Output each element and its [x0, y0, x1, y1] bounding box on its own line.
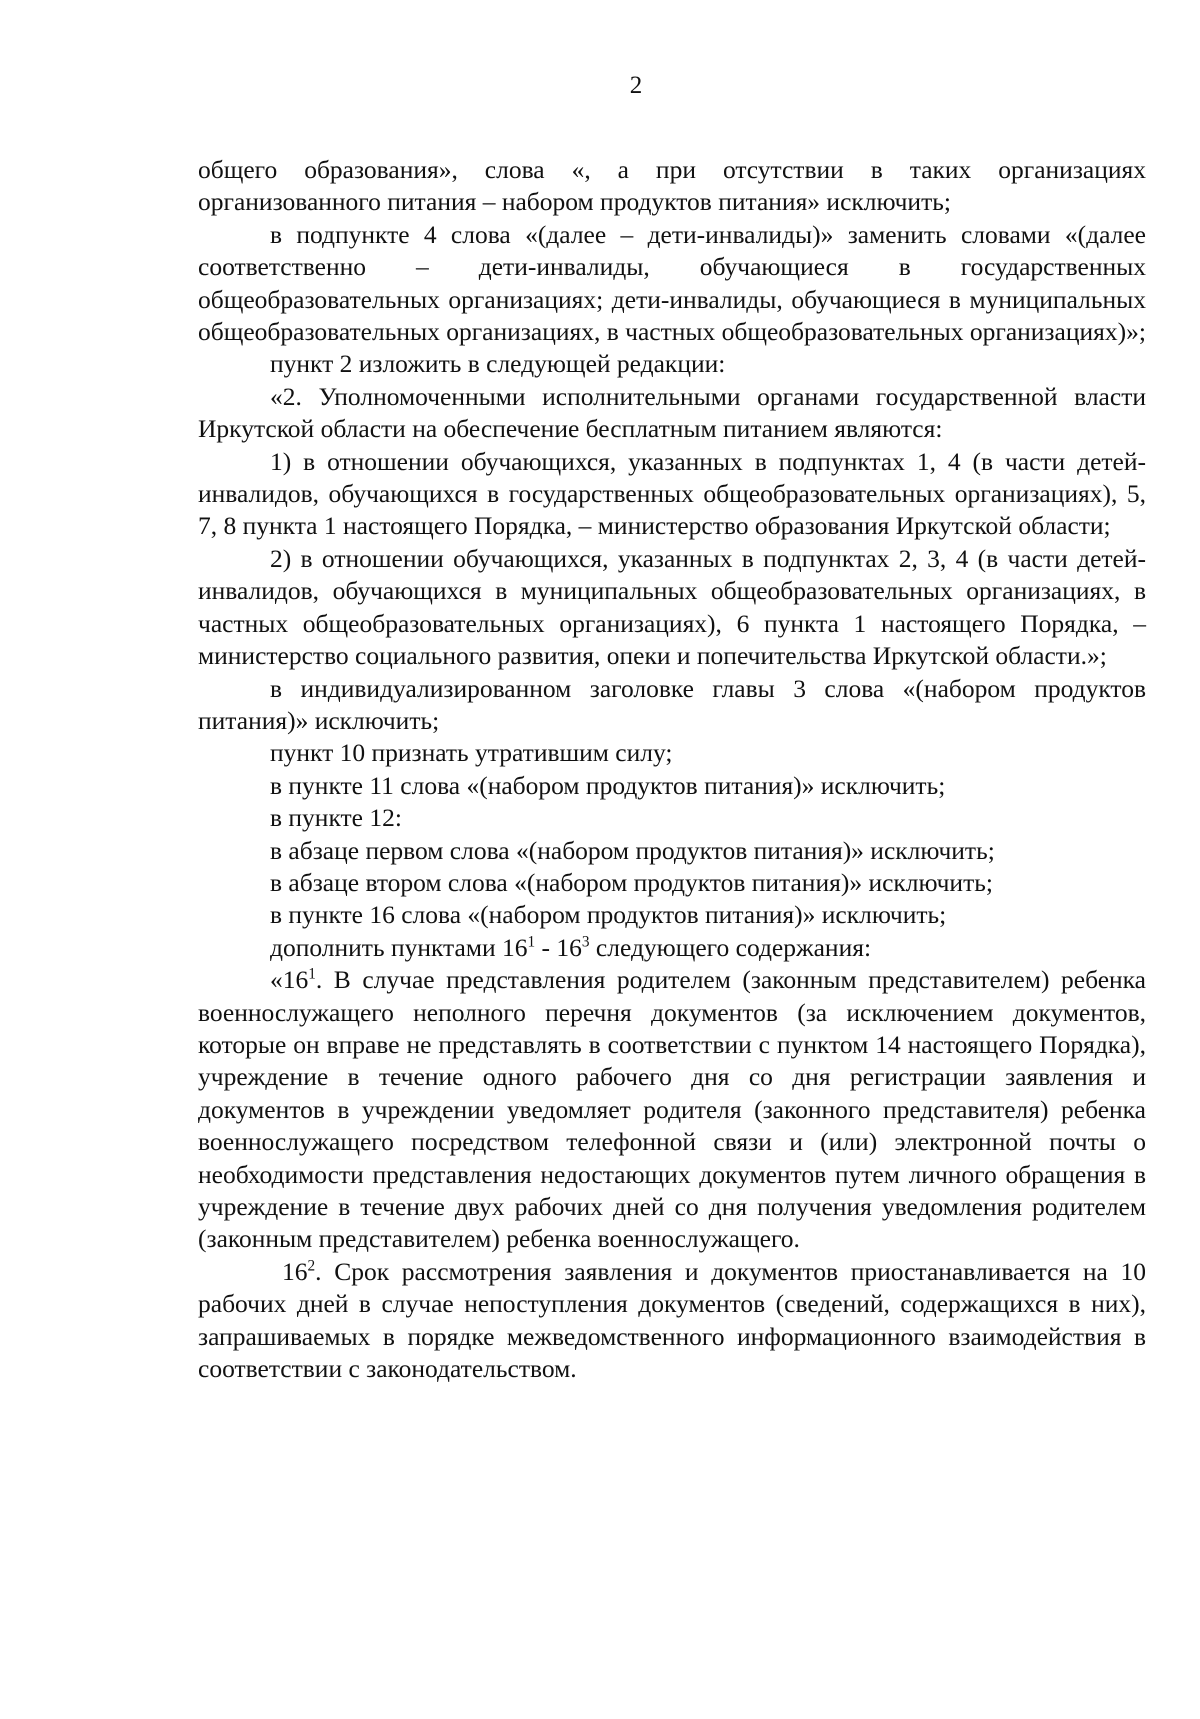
- point-16-2-number: 16: [282, 1256, 308, 1286]
- point-16-2-paragraph: [198, 1256, 1146, 1386]
- paragraph: в пункте 12:: [270, 803, 402, 833]
- paragraph: в подпункте 4 слова «(далее – дети-инвалиды)» заменить словами «(далее соответственно – дети-инвалиды, обучающиеся в государственных общеобразовательных организациях; дети-инвалиды, обучающиеся в муниципальных общеобразовательных организациях, в частных общеобразовательных организациях)»;: [198, 219, 1146, 347]
- point-16-2-text: . Срок рассмотрения заявления и документов приостанавливается на 10 рабочих дней в случае непоступления документов (сведений, содержащихся в них), запрашиваемых в порядке межведомственного информационного взаимодействия в соответствии с законодательством.: [198, 1256, 1146, 1384]
- paragraph: пункт 2 изложить в следующей редакции:: [270, 349, 726, 379]
- superscript: 2: [307, 1257, 316, 1275]
- supplement-intro-before: дополнить пунктами 16: [270, 932, 528, 962]
- point-16-1-number: «16: [270, 965, 309, 995]
- point-16-1-paragraph: [198, 964, 1146, 1256]
- superscript: 3: [581, 933, 590, 951]
- paragraph: в пункте 16 слова «(набором продуктов питания)» исключить;: [270, 900, 947, 930]
- superscript: 1: [308, 965, 316, 983]
- paragraph: 1) в отношении обучающихся, указанных в подпунктах 1, 4 (в части детей-инвалидов, обучающихся в государственных общеобразовательных организациях), 5, 7, 8 пункта 1 настоящего Порядка, – министерство образования Иркутской области;: [198, 446, 1146, 541]
- supplement-intro-after: следующего содержания:: [589, 932, 872, 962]
- paragraph: в абзаце первом слова «(набором продуктов питания)» исключить;: [270, 835, 995, 865]
- supplement-intro-middle: - 16: [535, 932, 582, 962]
- paragraph: общего образования», слова «, а при отсутствии в таких организациях организованного питания – набором продуктов питания» исключить;: [198, 155, 1146, 217]
- superscript: 1: [527, 933, 536, 951]
- document-body: [198, 154, 1146, 1385]
- paragraph: в пункте 11 слова «(набором продуктов питания)» исключить;: [270, 770, 946, 800]
- supplement-intro-paragraph: [198, 932, 1146, 964]
- paragraph: 2) в отношении обучающихся, указанных в подпунктах 2, 3, 4 (в части детей-инвалидов, обучающихся в муниципальных общеобразовательных организациях, в частных общеобразовательных организациях), 6 пункта 1 настоящего Порядка, – министерство социального развития, опеки и попечительства Иркутской области.»;: [198, 543, 1146, 671]
- page-number: 2: [629, 72, 643, 99]
- point-16-1-text: . В случае представления родителем (законным представителем) ребенка военнослужащего неполного перечня документов (за исключением документов, которые он вправе не представлять в соответствии с пунктом 14 настоящего Порядка), учреждение в течение одного рабочего дня со дня регистрации заявления и документов в учреждении уведомляет родителя (законного представителя) ребенка военнослужащего посредством телефонной связи и (или) электронной почты о необходимости представления недостающих документов путем личного обращения в учреждение в течение двух рабочих дней со дня получения уведомления родителем (законным представителем) ребенка военнослужащего.: [198, 965, 1146, 1254]
- paragraph: в абзаце втором слова «(набором продуктов питания)» исключить;: [270, 867, 993, 897]
- paragraph: пункт 10 признать утратившим силу;: [270, 738, 673, 768]
- paragraph: в индивидуализированном заголовке главы 3 слова «(набором продуктов питания)» исключить;: [198, 673, 1146, 735]
- paragraph: «2. Уполномоченными исполнительными органами государственной власти Иркутской области на обеспечение бесплатным питанием являются:: [198, 381, 1146, 444]
